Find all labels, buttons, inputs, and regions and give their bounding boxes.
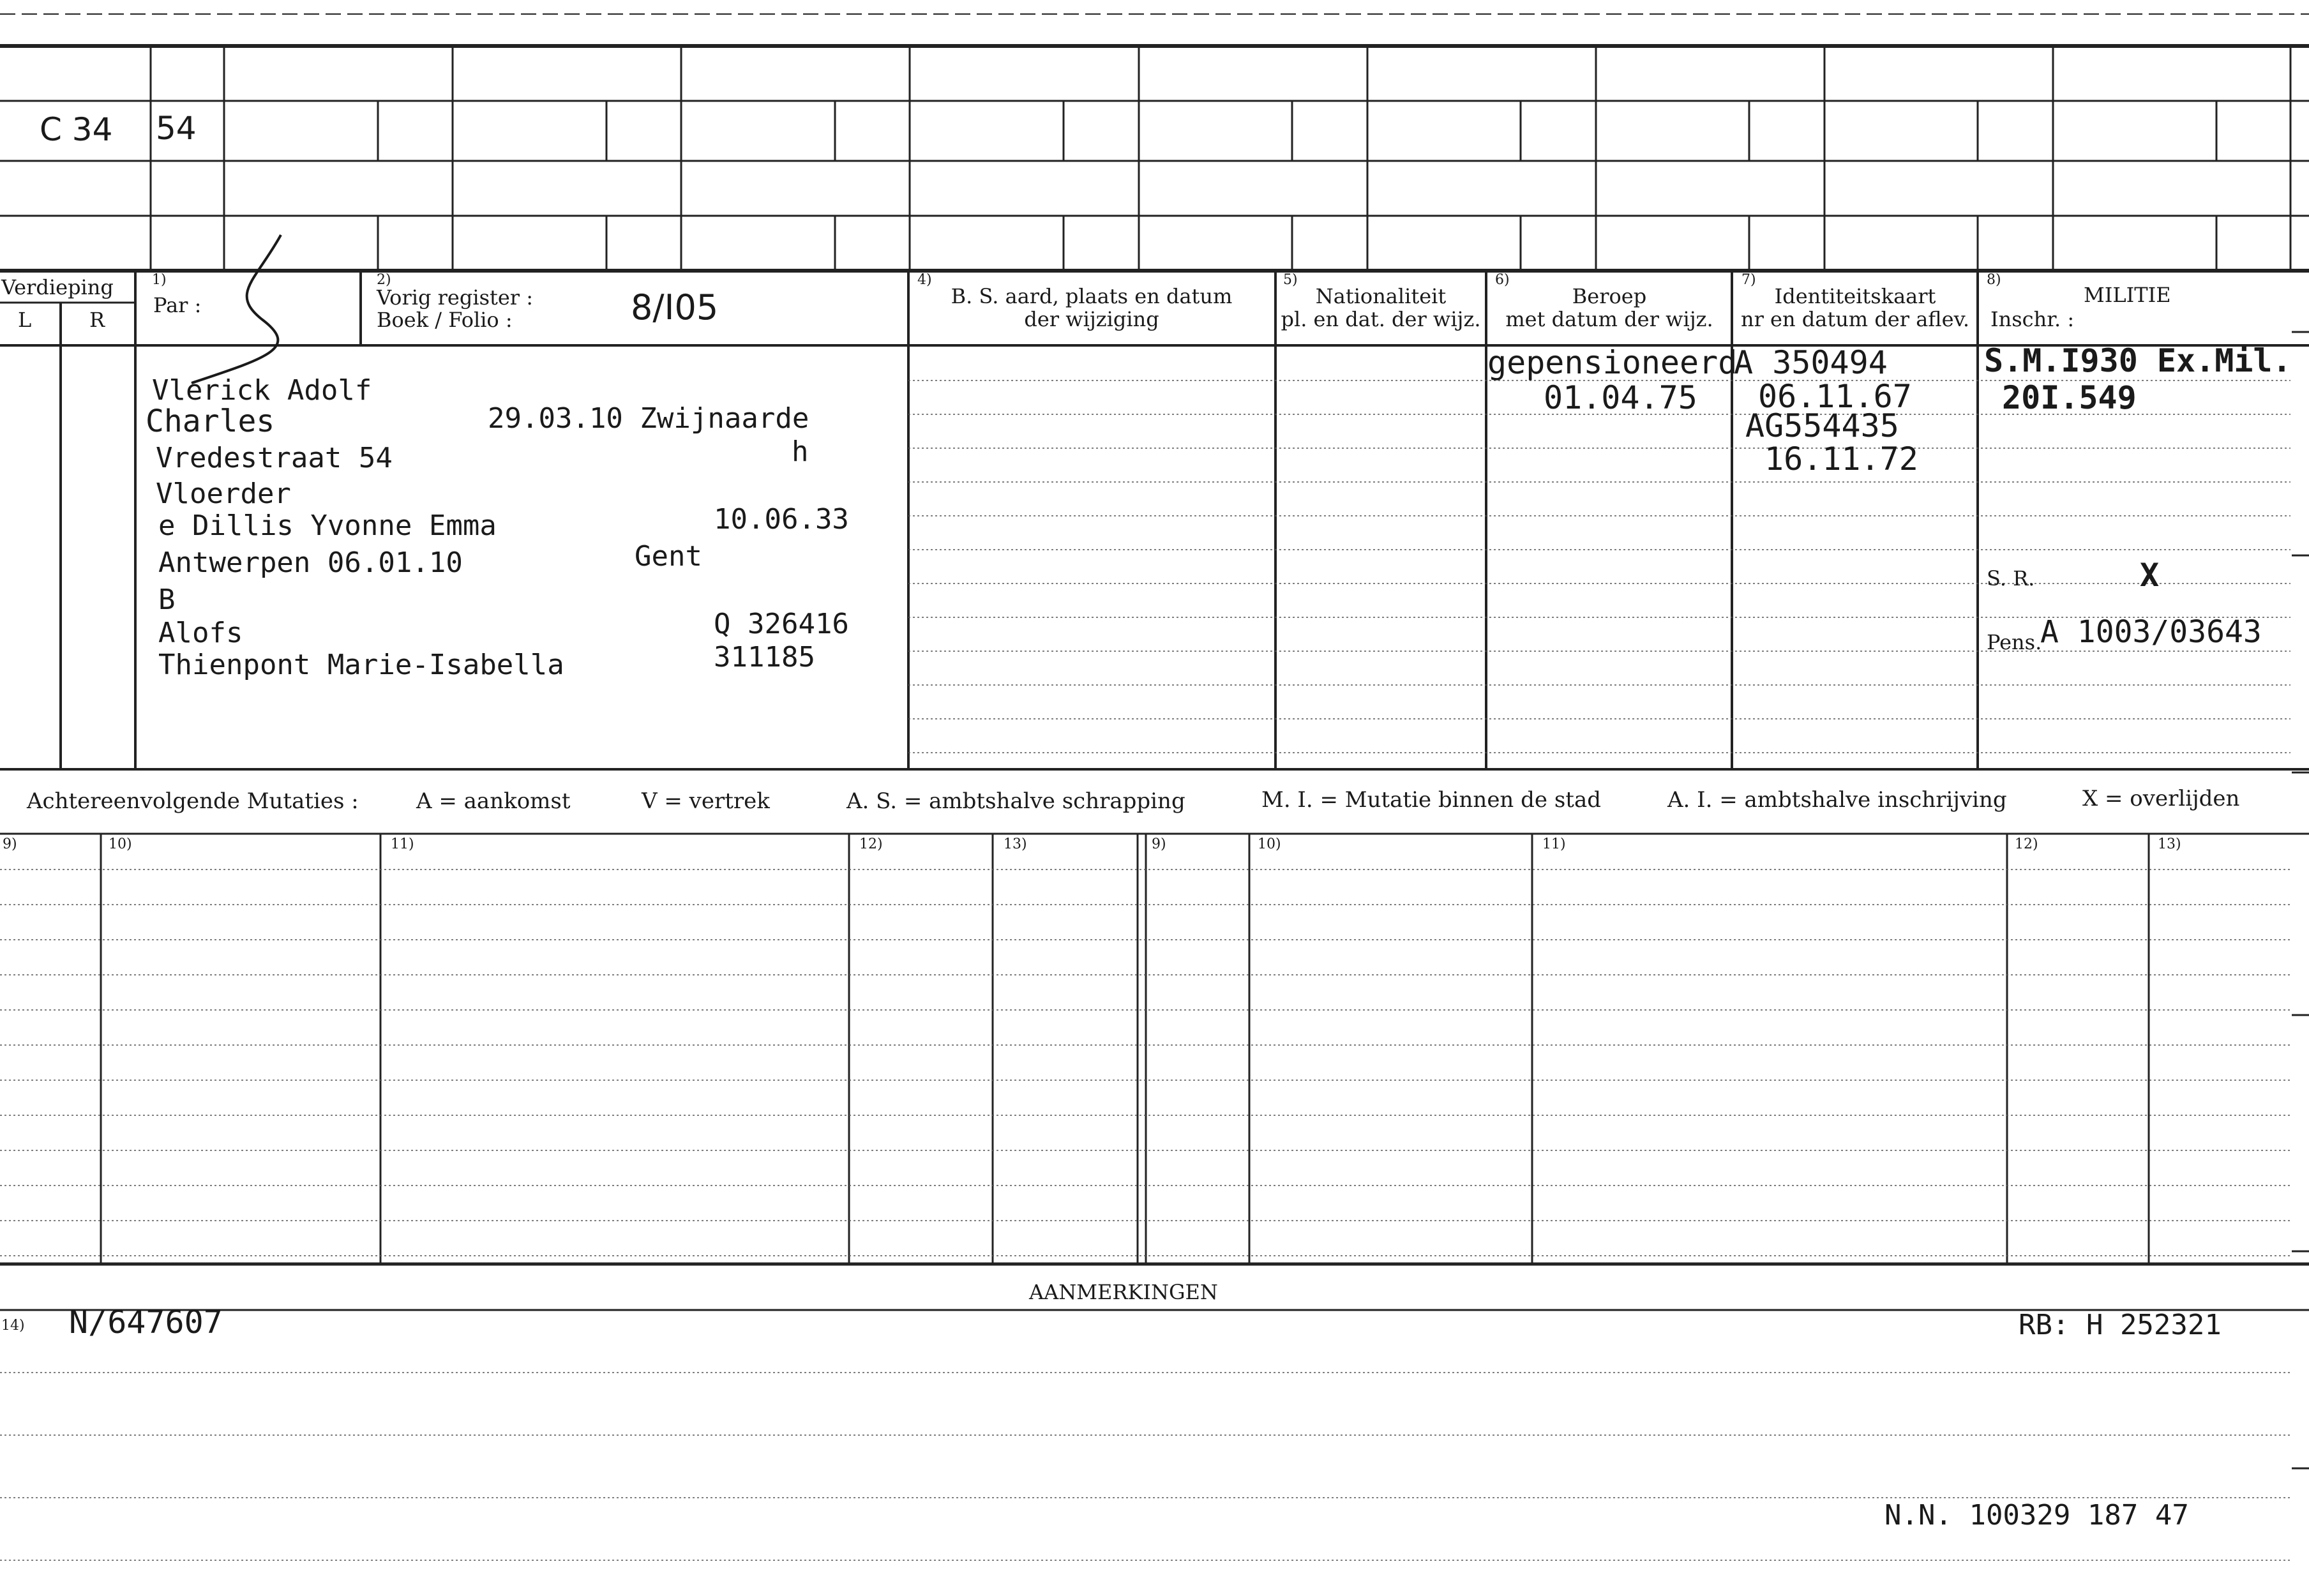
person-line-4: Vloerder: [156, 478, 291, 510]
militie-line-2: 20I.549: [2002, 379, 2137, 416]
mut-col-10-right: 10): [1258, 836, 1281, 852]
legend-v: V = vertrek: [642, 788, 770, 814]
n8-label: 8): [1987, 272, 2001, 288]
person-gent: Gent: [635, 540, 702, 573]
id-line-2: 06.11.67: [1758, 378, 1912, 415]
code-right: 54: [156, 110, 197, 147]
mut-col-12-right: 12): [2015, 836, 2038, 852]
nat-header-2: pl. en dat. der wijz.: [1281, 307, 1481, 331]
person-line-5: e Dillis Yvonne Emma: [158, 509, 497, 542]
vorig-register-label: Vorig register :: [377, 285, 534, 310]
n4-label: 4): [917, 272, 932, 288]
mut-col-9-right: 9): [1152, 836, 1166, 852]
person-date-2: 10.06.33: [714, 503, 849, 536]
person-birth: 29.03.10 Zwijnaarde: [488, 402, 809, 435]
sr-value: X: [2140, 557, 2160, 594]
person-line-7: B: [158, 583, 176, 616]
nat-header-1: Nationaliteit: [1315, 284, 1447, 308]
remarks-rb: RB: H 252321: [2019, 1309, 2222, 1341]
mut-col-11-left: 11): [391, 836, 414, 852]
mut-col-9-left: 9): [3, 836, 17, 852]
code-left: C 34: [40, 111, 113, 148]
boek-folio-label: Boek / Folio :: [377, 308, 513, 332]
id-line-1: A 350494: [1734, 344, 1888, 381]
n6-label: 6): [1495, 272, 1510, 288]
bs-header-2: der wijziging: [1024, 307, 1159, 331]
person-line-2: Charles: [146, 403, 275, 439]
bs-header-1: B. S. aard, plaats en datum: [951, 284, 1233, 308]
mut-col-13-left: 13): [1004, 836, 1027, 852]
person-line-1: Vlerick Adolf: [152, 374, 372, 407]
person-line-3: Vredestraat 54: [156, 442, 393, 474]
remarks-title: AANMERKINGEN: [1029, 1280, 1218, 1304]
person-line-6: Antwerpen 06.01.10: [158, 546, 463, 579]
verdieping-label: Verdieping: [1, 275, 114, 299]
pens-value: A 1003/03643: [2040, 614, 2262, 650]
beroep-header-1: Beroep: [1572, 284, 1647, 308]
legend-a: A = aankomst: [416, 788, 571, 814]
sr-label: S. R.: [1987, 566, 2035, 591]
n7-label: 7): [1741, 272, 1756, 288]
militie-header: MILITIE: [2084, 283, 2171, 307]
boek-folio-value: 8/I05: [631, 287, 719, 327]
inschr-label: Inschr. :: [1990, 307, 2075, 331]
n2-label: 2): [377, 272, 391, 288]
militie-line-1: S.M.I930 Ex.Mil.: [1984, 342, 2292, 379]
par-label: Par :: [153, 293, 202, 317]
id-line-3: AG554435: [1745, 407, 1899, 444]
n5-label: 5): [1283, 272, 1298, 288]
person-line-8: Alofs: [158, 617, 243, 649]
n14-label: 14): [1, 1318, 25, 1334]
col-l-label: L: [18, 308, 32, 332]
mut-col-13-right: 13): [2158, 836, 2181, 852]
mut-col-12-left: 12): [859, 836, 883, 852]
person-q2: 311185: [714, 641, 815, 674]
remarks-n-value: N/647607: [69, 1304, 223, 1341]
person-q: Q 326416: [714, 608, 849, 640]
beroep-date: 01.04.75: [1544, 379, 1697, 416]
id-header-2: nr en datum der aflev.: [1740, 307, 1970, 331]
beroep-value: gepensioneerd: [1487, 344, 1738, 381]
person-h: h: [792, 435, 809, 468]
legend-mi: M. I. = Mutatie binnen de stad: [1261, 787, 1601, 813]
n1-label: 1): [152, 272, 167, 288]
remarks-nn: N.N. 100329 187 47: [1884, 1499, 2189, 1532]
legend-as: A. S. = ambtshalve schrapping: [846, 788, 1185, 814]
mut-col-11-right: 11): [1542, 836, 1566, 852]
pens-label: Pens.: [1987, 630, 2042, 654]
mut-col-10-left: 10): [109, 836, 132, 852]
person-line-9: Thienpont Marie-Isabella: [158, 649, 564, 681]
legend-x: X = overlijden: [2082, 786, 2240, 811]
id-header-1: Identiteitskaart: [1774, 284, 1936, 308]
col-r-label: R: [89, 308, 105, 332]
mutations-title: Achtereenvolgende Mutaties :: [27, 788, 359, 814]
beroep-header-2: met datum der wijz.: [1505, 307, 1713, 331]
legend-ai: A. I. = ambtshalve inschrijving: [1667, 787, 2007, 813]
id-line-4: 16.11.72: [1764, 440, 1918, 478]
